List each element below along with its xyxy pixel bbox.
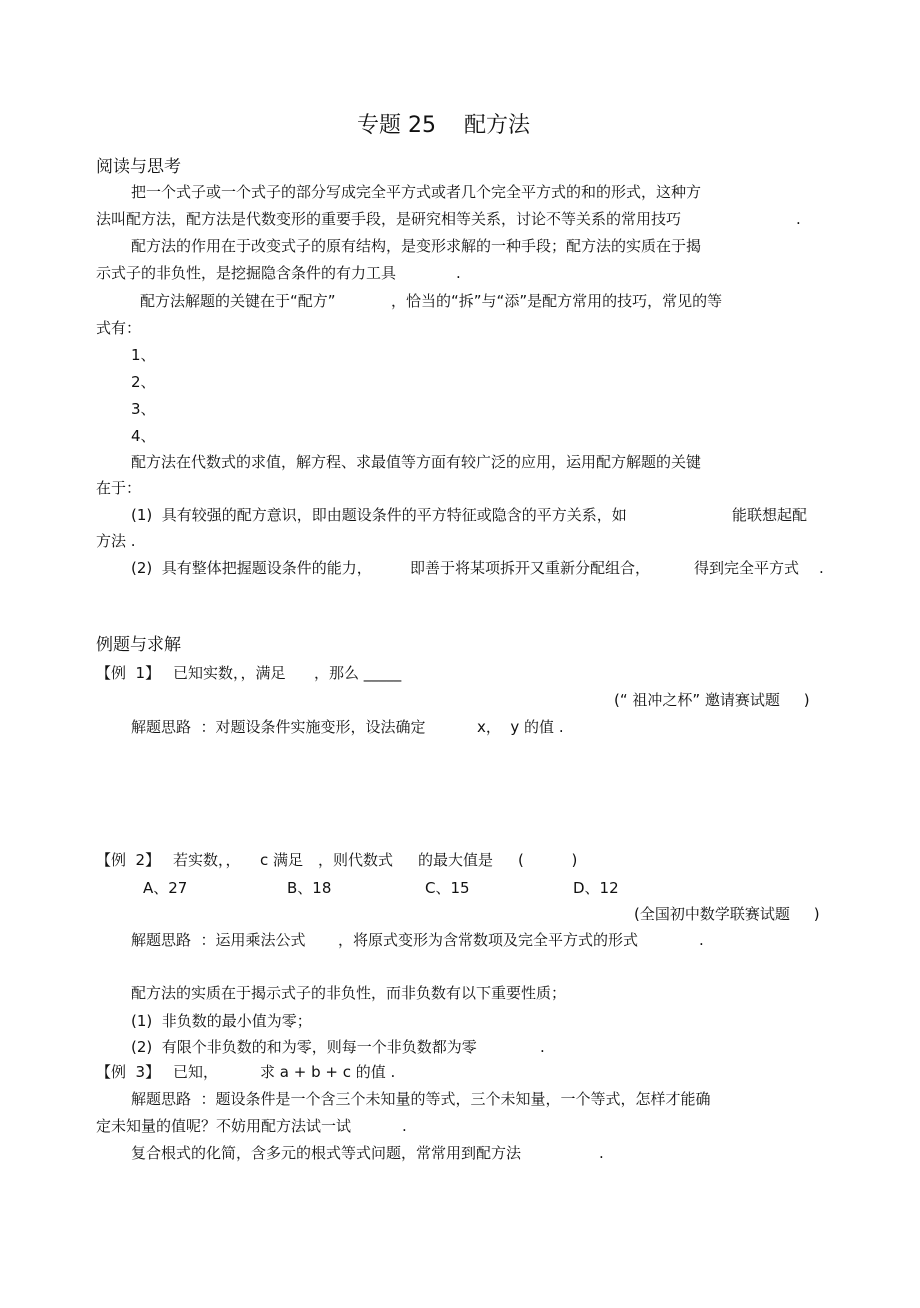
paragraph-line: 已知，	[173, 1063, 219, 1081]
example-label: 【例 2】	[96, 851, 161, 869]
property-item: (2) 有限个非负数的和为零，则每一个非负数都为零	[131, 1038, 477, 1056]
paragraph-line: 方法 .	[96, 532, 136, 550]
list-item: 4、	[131, 427, 156, 445]
answer-blank: ( )	[518, 851, 578, 869]
paragraph-line: (2) 具有整体把握题设条件的能力，	[131, 559, 372, 577]
paragraph-line: 解题思路 ：题设条件是一个含三个未知量的等式，三个未知量，一个等式，怎样才能确	[131, 1090, 711, 1108]
paragraph-line: ，恰当的“拆”与“添”是配方常用的技巧，常见的等	[391, 292, 723, 310]
paragraph-line: 求 a + b + c 的值 .	[260, 1063, 396, 1081]
paragraph-line: 解题思路 ：运用乘法公式	[131, 931, 306, 949]
paragraph-line: x， y 的值 .	[477, 718, 564, 736]
section-heading-examples: 例题与求解	[96, 635, 181, 655]
paragraph-line: 法叫配方法，配方法是代数变形的重要手段，是研究相等关系，讨论不等关系的常用技巧	[96, 210, 682, 228]
list-item: 3、	[131, 400, 156, 418]
paragraph-line: ，将原式变形为含常数项及完全平方式的形式	[338, 931, 639, 949]
paragraph-line: .	[796, 210, 801, 228]
paragraph-line: (1) 具有较强的配方意识，即由题设条件的平方特征或隐含的平方关系，如	[131, 506, 627, 524]
paragraph-line: 示式子的非负性，是挖掘隐含条件的有力工具	[96, 264, 397, 282]
paragraph-line: ，那么 _____	[314, 664, 402, 682]
list-item: 1、	[131, 346, 156, 364]
section-heading-reading: 阅读与思考	[96, 157, 181, 177]
paragraph-line: 式有：	[96, 319, 142, 337]
example-label: 【例 1】	[96, 664, 161, 682]
option-a: A、27	[143, 879, 188, 897]
paragraph-line: c 满足	[260, 851, 304, 869]
paragraph-line: 配方法的实质在于揭示式子的非负性，而非负数有以下重要性质；	[131, 984, 567, 1002]
option-c: C、15	[425, 879, 470, 897]
paragraph-line: 能联想起配	[732, 506, 808, 524]
paragraph-line: 已知实数，，满足	[173, 664, 286, 682]
paragraph-line: .	[819, 559, 824, 577]
paragraph-line: .	[456, 264, 461, 282]
paragraph-line: 配方法在代数式的求值，解方程、求最值等方面有较广泛的应用，运用配方解题的关键	[131, 453, 702, 471]
paragraph-line: 得到完全平方式	[694, 559, 800, 577]
example-label: 【例 3】	[96, 1063, 161, 1081]
paragraph-line: 定未知量的值呢？不妨用配方法试一试	[96, 1117, 352, 1135]
option-d: D、12	[573, 879, 619, 897]
paragraph-line: .	[599, 1144, 604, 1162]
paragraph-line: .	[699, 931, 704, 949]
paragraph-line: 配方法解题的关键在于“配方”	[140, 292, 336, 310]
property-item: (1) 非负数的最小值为零；	[131, 1012, 312, 1030]
list-item: 2、	[131, 373, 156, 391]
source-citation: (“ 祖冲之杯” 邀请赛试题 )	[614, 691, 810, 709]
paragraph-line: 把一个式子或一个式子的部分写成完全平方式或者几个完全平方式的和的形式，这种方	[131, 183, 702, 201]
paragraph-line: ，则代数式	[318, 851, 394, 869]
paragraph-line: 复合根式的化简，含多元的根式等式问题，常常用到配方法	[131, 1144, 522, 1162]
paragraph-line: 即善于将某项拆开又重新分配组合，	[410, 559, 651, 577]
paragraph-line: 配方法的作用在于改变式子的原有结构，是变形求解的一种手段；配方法的实质在于揭	[131, 237, 702, 255]
paragraph-line: 解题思路 ：对题设条件实施变形，设法确定	[131, 718, 426, 736]
paragraph-line: .	[402, 1117, 407, 1135]
source-citation: (全国初中数学联赛试题 )	[634, 905, 820, 923]
paragraph-line: 若实数，，	[173, 851, 241, 869]
paragraph-line: 在于：	[96, 479, 142, 497]
paragraph-line: 的最大值是	[418, 851, 494, 869]
page-title: 专题 25 配方法	[357, 113, 530, 138]
option-b: B、18	[287, 879, 332, 897]
property-item: .	[540, 1038, 545, 1056]
